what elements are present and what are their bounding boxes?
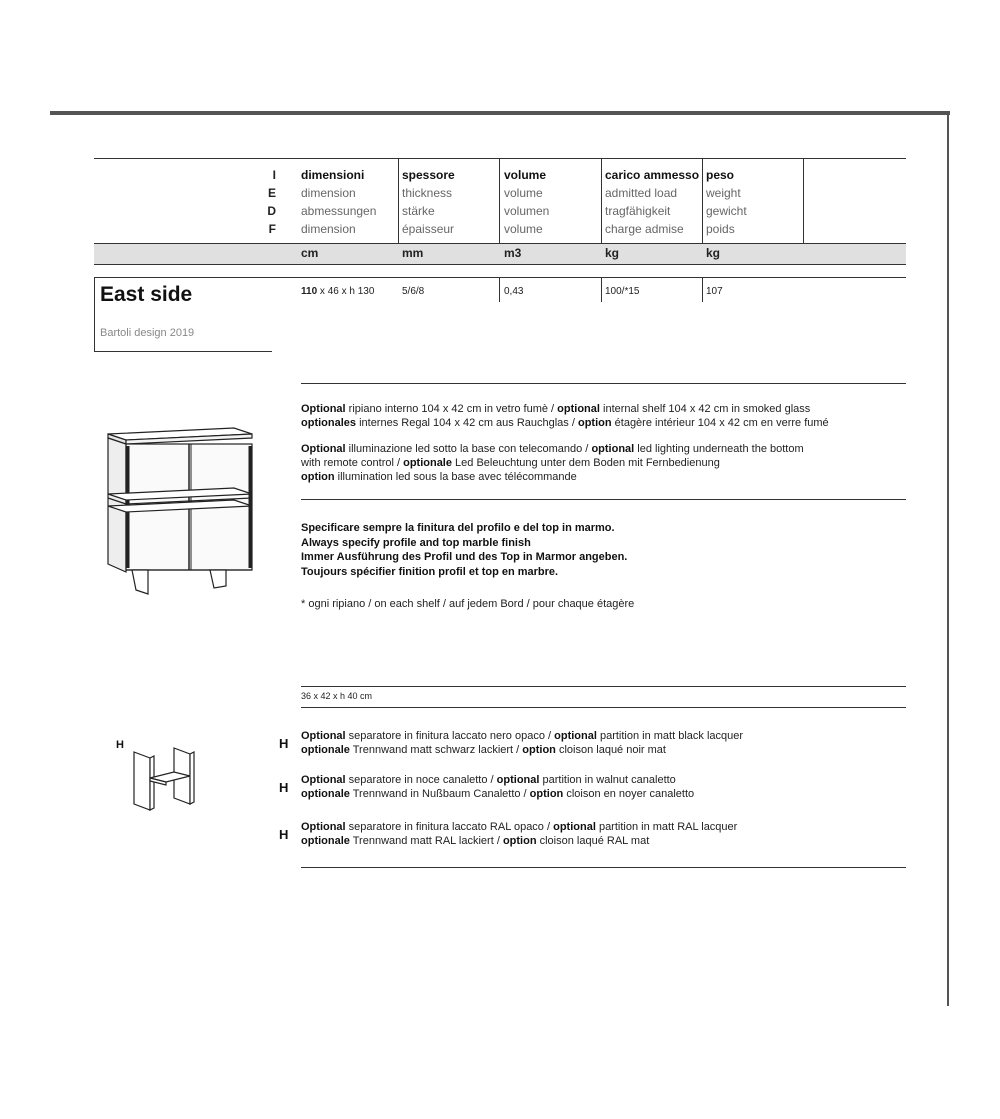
col-label-it: dimensioni — [301, 168, 365, 182]
header-top-rule — [94, 158, 906, 159]
option-led-text — [301, 442, 906, 484]
partition-marker-3: H — [279, 827, 289, 842]
col-label-it: spessore — [402, 168, 455, 182]
opt-keyword: Optional — [301, 443, 346, 455]
opt-keyword: Optional — [301, 730, 346, 742]
col-label-fr: volume — [504, 222, 543, 236]
language-codes — [262, 166, 276, 238]
finish-instructions — [301, 521, 906, 579]
options-mid-rule — [301, 499, 906, 500]
opt-text: separatore in finitura laccato RAL opaco / — [345, 821, 554, 833]
cabinet-illustration — [102, 422, 262, 602]
col-label-en: weight — [706, 186, 741, 200]
lang-code-f: F — [268, 222, 276, 236]
partition-drawing-marker: H — [116, 739, 124, 751]
opt-text: partition in walnut canaletto — [539, 774, 676, 786]
opt-keyword: optionale — [301, 744, 350, 756]
opt-text: Trennwand in Nußbaum Canaletto / — [349, 788, 530, 800]
value-divider — [702, 278, 703, 302]
opt-keyword: option — [529, 788, 564, 800]
unit-load: kg — [605, 246, 620, 260]
opt-text: illumination led sous la base avec télécommande — [334, 471, 577, 483]
shelf-footnote: * ogni ripiano / on each shelf / auf jedem Bord / pour chaque étagère — [301, 598, 635, 610]
units-band — [94, 243, 906, 265]
col-divider — [499, 158, 500, 243]
opt-keyword: optional — [591, 443, 635, 455]
opt-keyword: option — [301, 471, 335, 483]
opt-keyword: Optional — [301, 403, 346, 415]
value-dim-rest: x 46 x h 130 — [317, 286, 375, 297]
opt-text: cloison laqué noir mat — [555, 744, 666, 756]
partition-marker-2: H — [279, 780, 289, 795]
col-label-fr: épaisseur — [402, 222, 455, 236]
opt-keyword: optionale — [301, 788, 350, 800]
product-name: East side — [100, 283, 193, 306]
product-designer: Bartoli design 2019 — [100, 327, 195, 339]
col-divider — [702, 158, 703, 243]
finish-instruction-en: Always specify profile and top marble finish — [301, 536, 531, 549]
col-label-it: peso — [706, 168, 735, 182]
opt-text: internal shelf 104 x 42 cm in smoked glass — [599, 403, 811, 415]
col-label-fr: charge admise — [605, 222, 684, 236]
col-label-en: thickness — [402, 186, 453, 200]
opt-keyword: optionale — [403, 457, 452, 469]
col-divider — [803, 158, 804, 243]
opt-text: separatore in finitura laccato nero opaco / — [345, 730, 555, 742]
value-thickness: 5/6/8 — [402, 286, 425, 297]
product-row-top-rule — [94, 277, 906, 278]
opt-text: separatore in noce canaletto / — [345, 774, 497, 786]
partition-option-black — [301, 729, 906, 757]
col-divider — [601, 158, 602, 243]
opt-keyword: optional — [557, 403, 600, 415]
unit-thickness: mm — [402, 246, 424, 260]
top-rule — [50, 111, 950, 115]
partition-illustration — [130, 744, 200, 816]
lang-code-d: D — [267, 204, 276, 218]
partition-option-walnut — [301, 773, 906, 801]
opt-keyword: optionale — [301, 835, 350, 847]
partition-option-ral — [301, 820, 906, 848]
opt-text: internes Regal 104 x 42 cm aus Rauchglas / — [356, 417, 578, 429]
opt-text: with remote control / — [301, 457, 404, 469]
value-divider — [601, 278, 602, 302]
opt-text: Trennwand matt RAL lackiert / — [349, 835, 503, 847]
partition-top-rule — [301, 686, 906, 687]
partition-bottom-rule — [301, 867, 906, 868]
partition-dim-rule — [301, 707, 906, 708]
col-label-de: volumen — [504, 204, 550, 218]
col-label-de: stärke — [402, 204, 435, 218]
col-label-it: carico ammesso — [605, 168, 700, 182]
column-header-thickness — [402, 166, 455, 238]
opt-text: cloison laqué RAL mat — [536, 835, 650, 847]
product-box-bottom — [94, 351, 272, 352]
opt-keyword: optional — [553, 821, 596, 833]
col-label-fr: dimension — [301, 222, 356, 236]
col-label-en: volume — [504, 186, 543, 200]
opt-keyword: optional — [554, 730, 597, 742]
opt-text: étagère intérieur 104 x 42 cm en verre fumé — [611, 417, 829, 429]
finish-instruction-de: Immer Ausführung des Profil und des Top in Marmor angeben. — [301, 551, 628, 563]
opt-keyword: option — [522, 744, 556, 756]
opt-text: Trennwand matt schwarz lackiert / — [349, 744, 523, 756]
opt-keyword: option — [502, 835, 537, 847]
opt-text: partition in matt black lacquer — [596, 730, 744, 742]
value-divider — [499, 278, 500, 302]
value-weight: 107 — [706, 286, 723, 297]
col-label-de: gewicht — [706, 204, 747, 218]
partition-marker-1: H — [279, 736, 289, 751]
option-shelf-text — [301, 402, 906, 430]
finish-instruction-fr: Toujours spécifier finition profil et top en marbre. — [301, 565, 559, 578]
finish-instruction-it: Specificare sempre la finitura del profilo e del top in marmo. — [301, 522, 615, 534]
col-label-fr: poids — [706, 222, 735, 236]
opt-keyword: optionales — [301, 417, 357, 429]
col-label-en: admitted load — [605, 186, 678, 200]
col-label-de: tragfähigkeit — [605, 204, 671, 218]
right-rule — [947, 111, 949, 1006]
opt-text: illuminazione led sotto la base con telecomando / — [345, 443, 592, 455]
value-dim-width: 110 — [301, 286, 318, 297]
lang-code-i: I — [272, 168, 276, 182]
options-top-rule — [301, 383, 906, 384]
opt-keyword: Optional — [301, 774, 346, 786]
opt-text: Led Beleuchtung unter dem Boden mit Fernbedienung — [451, 457, 720, 469]
product-box-left — [94, 277, 95, 351]
lang-code-e: E — [267, 186, 276, 200]
unit-dimensions: cm — [301, 246, 319, 260]
value-dimensions — [301, 286, 374, 297]
column-header-volume — [504, 166, 549, 238]
col-label-en: dimension — [301, 186, 356, 200]
column-header-dimensions — [301, 166, 376, 238]
opt-text: partition in matt RAL lacquer — [595, 821, 738, 833]
value-load: 100/*15 — [605, 286, 640, 297]
opt-keyword: optional — [496, 774, 540, 786]
opt-text: ripiano interno 104 x 42 cm in vetro fumè / — [345, 403, 558, 415]
col-label-de: abmessungen — [301, 204, 377, 218]
column-header-weight — [706, 166, 747, 238]
opt-text: cloison en noyer canaletto — [563, 788, 695, 800]
opt-text: led lighting underneath the bottom — [634, 443, 804, 455]
opt-keyword: Optional — [301, 821, 346, 833]
unit-volume: m3 — [504, 246, 522, 260]
partition-dimensions: 36 x 42 x h 40 cm — [301, 691, 373, 701]
unit-weight: kg — [706, 246, 721, 260]
opt-keyword: option — [577, 417, 612, 429]
value-volume: 0,43 — [504, 286, 524, 297]
column-header-load — [605, 166, 699, 238]
col-divider — [398, 158, 399, 243]
col-label-it: volume — [504, 168, 547, 182]
